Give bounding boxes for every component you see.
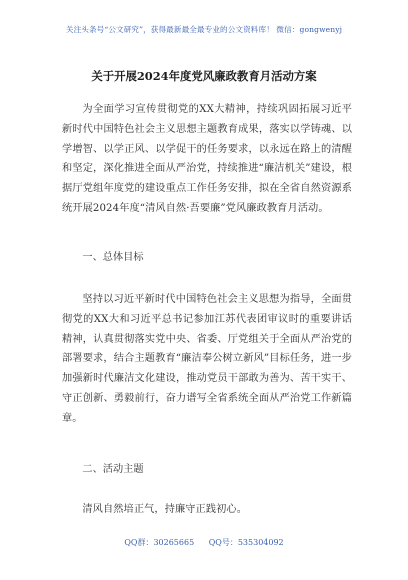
section2-heading-wrap (62, 460, 352, 480)
section1-body-wrap (62, 290, 352, 429)
section1-heading-wrap (62, 248, 352, 268)
footer-qq-number: QQ号：535304092 (208, 538, 284, 547)
header-banner: 关注头条号“公文研究”，获得最新最全最专业的公文资料库！ 微信：gongwenyj (65, 25, 343, 34)
section2-paragraph: 清风自然培正气，持廉守正践初心。 (82, 504, 247, 515)
document-title: 关于开展2024年度党风廉政教育月活动方案 (91, 69, 317, 83)
section1-heading: 一、总体目标 (82, 252, 144, 263)
footer-qq-group: QQ群：30265665 (124, 538, 195, 547)
section1-paragraph: 坚持以习近平新时代中国特色社会主义思想为指导，全面贯彻党的XX大和习近平总书记参加江苏代表团审议时的重要讲话精神，认真贯彻落实党中央、省委、厅党组关于全面从严治党的部署要求，结合主题教育“廉洁奉公树立新风”目标任务，进一步加强新时代廉洁文化建设，推动党员干部敢为善为、苦干实干、守正创新、勇毅前行，奋力谱写全省系统全面从严治党工作新篇章。 (62, 294, 352, 424)
intro-section (62, 100, 352, 219)
section2-body-wrap (62, 500, 352, 520)
footer-contact (0, 537, 408, 548)
section2-heading: 二、活动主题 (82, 464, 144, 475)
intro-paragraph: 为全面学习宣传贯彻党的XX大精神，持续巩固拓展习近平新时代中国特色社会主义思想主题教育成果，落实以学铸魂、以学增智、以学正风、以学促干的任务要求，以永远在路上的清醒和坚定，深化推进全面从严治党，持续推进“廉洁机关”建设，根据厅党组年度党的建设重点工作任务安排，拟在全省自然资源系统开展2024年度“清风自然·吾要廉”党风廉政教育月活动。 (62, 104, 352, 214)
